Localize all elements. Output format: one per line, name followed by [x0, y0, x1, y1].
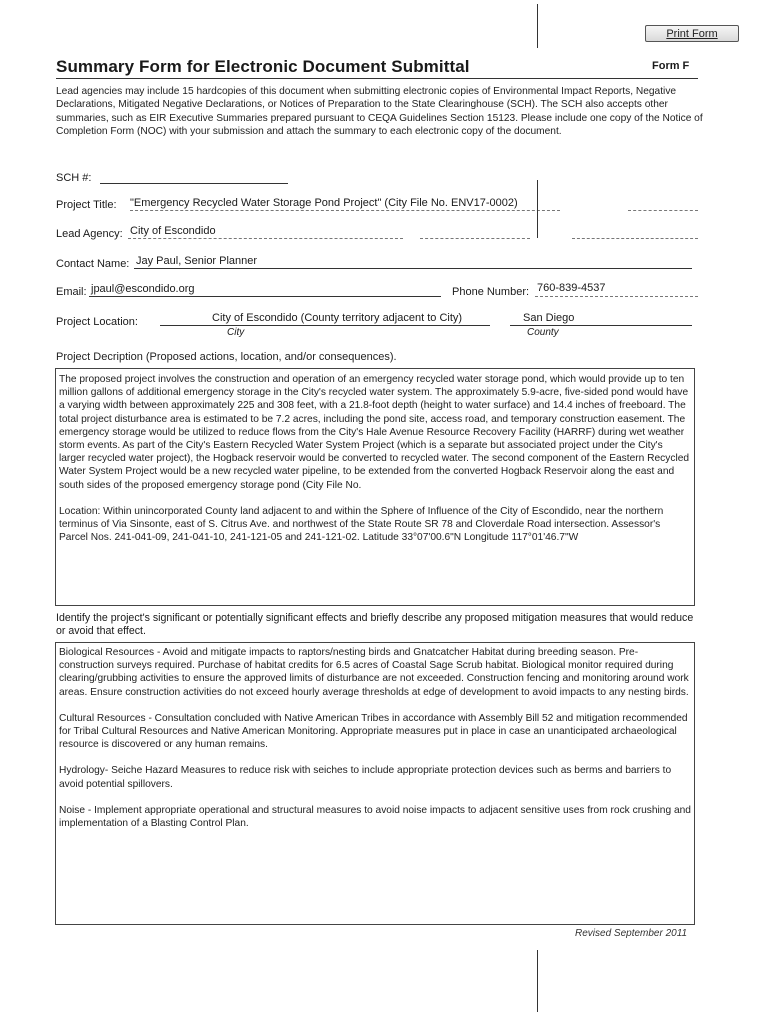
- location-paragraph: Location: Within unincorporated County land adjacent to and within the Sphere of Influence of the City of Escondido, near the northern terminus of Via Sinsonte, east of S. Citrus Ave. and northwest of the State Route SR 78 and Cloverdale Road intersection. Assessor's Parcel Nos. 241-041-09, 241-041-10, 241-121-05 and 241-121-02. Latitude 33°07'00.6"N Longitude 117°01'46.7"W: [59, 505, 664, 544]
- form-title: Summary Form for Electronic Document Submittal: [56, 57, 470, 76]
- intro-text: Lead agencies may include 15 hardcopies of this document when submitting electronic copies of Environmental Impact Reports, Negative Declarations, Mitigated Negative Declarations, or Notices of Preparation to the State Clearinghouse (SCH). The SCH also accepts other summaries, such as EIR Executive Summaries prepared pursuant to CEQA Guidelines Section 15123. Please include one copy of the Notice of Completion Form (NOC) with your submission and attach the summary to each electronic copy of the document.: [56, 86, 703, 138]
- effects-label: Identify the project's significant or potentially significant effects and briefly describe any proposed mitigation measures that would reduce or avoid that effect.: [56, 612, 694, 638]
- lead-agency-label: Lead Agency:: [56, 228, 123, 240]
- project-title-underline-end: [628, 210, 698, 211]
- location-county-field[interactable]: San Diego: [523, 312, 575, 324]
- sch-label: SCH #:: [56, 172, 92, 184]
- phone-label: Phone Number:: [452, 286, 530, 298]
- effect-item-noise: Noise - Implement appropriate operational and structural measures to avoid noise impacts to adjacent sensitive uses from rock crushing and implementation of a Blasting Control Plan.: [59, 804, 691, 830]
- email-field[interactable]: jpaul@escondido.org: [91, 283, 195, 295]
- title-divider: [56, 78, 698, 79]
- location-county-underline: [510, 325, 692, 326]
- contact-name-label: Contact Name:: [56, 258, 130, 270]
- location-city-underline: [160, 325, 490, 326]
- project-title-label: Project Title:: [56, 199, 117, 211]
- phone-field[interactable]: 760-839-4537: [537, 282, 606, 294]
- scan-mark: [537, 950, 538, 1012]
- lead-agency-field[interactable]: City of Escondido: [130, 225, 216, 237]
- contact-name-field[interactable]: Jay Paul, Senior Planner: [136, 255, 258, 267]
- lead-agency-underline: [128, 238, 403, 239]
- print-form-label: Print Form: [666, 28, 718, 40]
- effect-item-hydrology: Hydrology- Seiche Hazard Measures to reduce risk with seiches to include appropriate protection devices such as berms and barriers to avoid potential spillovers.: [59, 765, 672, 790]
- project-title-underline: [130, 210, 560, 211]
- form-id: Form F: [652, 60, 690, 72]
- description-textarea[interactable]: [55, 368, 695, 606]
- phone-underline: [535, 296, 698, 297]
- contact-name-underline: [134, 268, 692, 269]
- city-caption: City: [227, 327, 245, 338]
- county-caption: County: [527, 327, 559, 338]
- description-label: Project Decription (Proposed actions, location, and/or consequences).: [56, 351, 397, 363]
- effects-textarea[interactable]: [55, 642, 695, 925]
- lead-agency-underline-mid: [420, 238, 530, 239]
- effect-item-biological: Biological Resources - Avoid and mitigate impacts to raptors/nesting birds and Gnatcatcher Habitat during breeding season. Pre-construction surveys required. Purchase of habitat credits for 6.5 acres of Coastal Sage Scrub habitat. Biological monitor required during clearing/grubbing activities to ensure the approved limits of disturbance are not exceeded. Construction fencing and monitoring around work areas. Ensure construction activities do not exceed hourly average thresholds at edge of development to avoid impacts to any nesting birds.: [59, 647, 689, 698]
- email-underline: [89, 296, 441, 297]
- print-form-button[interactable]: [645, 25, 739, 42]
- scan-mark: [537, 4, 538, 48]
- revision-note: Revised September 2011: [575, 928, 688, 939]
- effect-item-cultural: Cultural Resources - Consultation concluded with Native American Tribes in accordance with Assembly Bill 52 and mitigation recommended for Tribal Cultural Resources and Native American Monitoring. Appropriate measures put in place in case an unanticipated archaeological resource is discovered or any human remains.: [59, 712, 688, 751]
- scan-mark: [537, 180, 538, 238]
- project-title-field[interactable]: "Emergency Recycled Water Storage Pond Project" (City File No. ENV17-0002): [130, 197, 518, 209]
- email-label: Email:: [56, 286, 87, 298]
- lead-agency-underline-end: [572, 238, 698, 239]
- sch-underline: [100, 183, 288, 184]
- description-paragraph: The proposed project involves the construction and operation of an emergency recycled water storage pond, which would provide up to ten million gallons of additional emergency storage in the City's recycled water system. The approximately 5.9-acre, five-sided pond would have a varying width between approximately 225 and 308 feet, with a 21.8-foot depth (height to water surface) and 14.4 inches of freeboard. The total project disturbance area is estimated to be 7.2 acres, including the pond site, access road, and temporary construction easement. The emergency storage would be utilized to reduce flows from the City's Hale Avenue Resource Recovery Facility (HARRF) during wet weather storm events. As part of the City's Eastern Recycled Water System Project (which is a separate but associated project under the City's larger recycled water project), the Hogback reservoir would be converted to recycled water. The second component of the Eastern Recycled Water System Project would be a new recycled water pipeline, to be extended from the converted Hogback Reservoir along the east and south sides of the proposed emergency storage pond (City File No.: [59, 374, 690, 491]
- location-city-field[interactable]: City of Escondido (County territory adjacent to City): [212, 312, 463, 324]
- project-location-label: Project Location:: [56, 316, 138, 328]
